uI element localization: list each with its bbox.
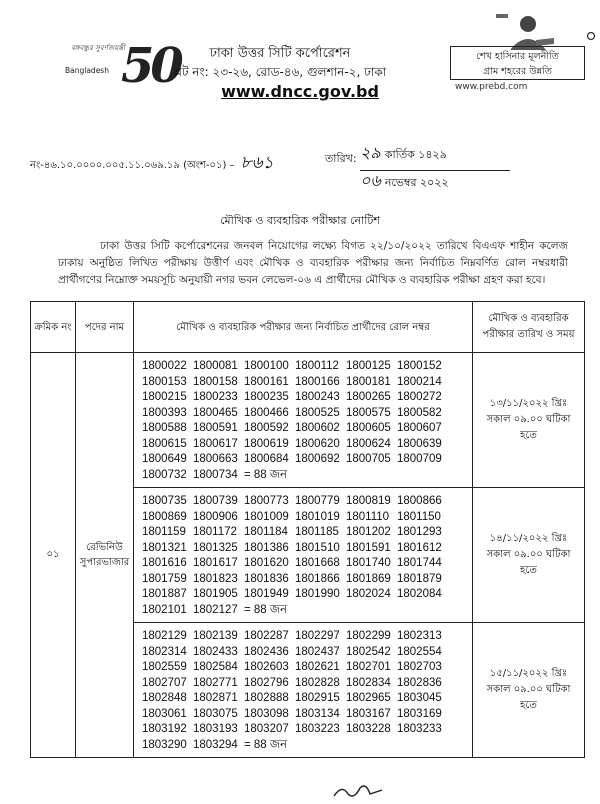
roll-number: 1801321	[142, 541, 187, 554]
roll-number: 1803098	[244, 707, 289, 720]
roll-number: 1802584	[193, 661, 238, 673]
memo-number-text: নং-৪৬.১০.০০০০.০০৫.১১.০৬৯.১৯ (অংশ-০১) –	[30, 160, 235, 171]
roll-number: 1802836	[397, 676, 442, 689]
schedule-table	[30, 301, 585, 758]
date-bangla-day: ২৯	[360, 143, 381, 162]
roll-number: 1802084	[397, 588, 442, 600]
roll-number: 1801836	[244, 572, 289, 585]
roll-list	[142, 629, 472, 753]
rolls-cell-2	[134, 488, 473, 623]
roll-number: 1801185	[295, 526, 339, 538]
roll-number: 1800592	[244, 422, 289, 434]
roll-number: 1800158	[193, 375, 238, 388]
roll-number: 1800465	[193, 406, 238, 419]
paperclip-icon	[586, 26, 596, 36]
table-header-row	[31, 302, 585, 353]
roll-number: 1800734	[193, 468, 238, 481]
roll-number: 1800639	[397, 437, 442, 450]
roll-number: 1800684	[244, 453, 289, 465]
roll-number: 1800663	[193, 453, 238, 465]
roll-number: 1802436	[244, 645, 289, 658]
roll-number: 1803061	[142, 707, 187, 720]
roll-number: 1801159	[142, 526, 186, 538]
roll-number: 1800739	[193, 495, 238, 507]
roll-number: 1801019	[295, 510, 340, 523]
header-post: পদের নাম	[76, 302, 134, 353]
roll-number: 1803134	[295, 707, 340, 720]
roll-number: 1800466	[244, 406, 289, 419]
roll-number: 1800243	[295, 391, 340, 403]
schedule-cell-3	[473, 623, 585, 758]
roll-number: 1800214	[397, 375, 442, 388]
roll-number: 1802559	[142, 661, 187, 673]
schedule-date: ১৫/১১/২০২২ খ্রিঃ	[489, 668, 568, 679]
table-row	[31, 353, 585, 488]
roll-number: 1800617	[193, 437, 238, 450]
roll-number: 1801110	[346, 510, 390, 523]
header-serial: ক্রমিক নং	[31, 302, 76, 353]
schedule-suffix: হতে	[520, 700, 537, 711]
roll-number: 1800525	[295, 406, 340, 419]
roll-number: 1800906	[193, 510, 238, 523]
schedule-date: ১৪/১১/২০২২ খ্রিঃ	[489, 533, 568, 544]
roll-number: 1802621	[295, 661, 340, 673]
roll-list	[142, 494, 472, 618]
org-name: ঢাকা উত্তর সিটি কর্পোরেশন	[209, 46, 351, 61]
schedule-time: সকাল ০৯.০০ ঘটিকা	[486, 684, 571, 695]
roll-total: = 88 জন	[244, 468, 288, 481]
roll-number: 1800181	[346, 375, 391, 388]
roll-number: 1801905	[193, 588, 238, 600]
slogan-line-2: গ্রাম শহরের উন্নতি	[483, 66, 552, 77]
roll-number: 1801879	[397, 572, 442, 585]
right-site: www.prebd.com	[455, 82, 528, 92]
roll-number: 1802707	[142, 676, 187, 689]
roll-number: 1800615	[142, 437, 187, 450]
roll-number: 1801949	[244, 588, 289, 600]
roll-number: 1803294	[193, 738, 238, 751]
roll-number: 1800819	[346, 495, 391, 507]
roll-number: 1802127	[193, 603, 238, 616]
roll-number: 1803223	[295, 723, 340, 735]
signature	[330, 782, 390, 800]
roll-number: 1800709	[397, 453, 442, 465]
golden-jubilee-logo	[63, 38, 180, 98]
roll-number: 1800869	[142, 510, 187, 523]
roll-number: 1800705	[346, 453, 391, 465]
roll-number: 1800215	[142, 391, 187, 403]
roll-number: 1801990	[295, 588, 340, 600]
roll-number: 1803228	[346, 723, 391, 735]
roll-number: 1800152	[397, 360, 442, 372]
roll-number: 1803169	[397, 707, 442, 720]
date-english-month: নভেম্বর ২০২২	[384, 176, 449, 189]
roll-number: 1803290	[142, 738, 187, 751]
header-rolls: মৌখিক ও ব্যবহারিক পরীক্ষার জন্য নির্বাচিত প্রার্থীদের রোল নম্বর	[134, 302, 473, 353]
roll-number: 1801740	[346, 557, 391, 569]
roll-number: 1801744	[397, 557, 442, 569]
roll-number: 1800735	[142, 495, 187, 507]
roll-total: = 88 জন	[244, 738, 288, 751]
roll-number: 1801150	[397, 510, 441, 523]
roll-number: 1802965	[346, 692, 391, 704]
roll-number: 1803075	[193, 707, 238, 720]
logo-tagline: বঙ্গবন্ধুর সুবর্ণজয়ন্তী	[71, 44, 126, 52]
roll-number: 1802299	[346, 630, 391, 642]
memo-number	[30, 150, 274, 178]
roll-number: 1800393	[142, 406, 187, 419]
roll-number: 1800619	[244, 437, 289, 450]
roll-number: 1801612	[397, 541, 442, 554]
roll-number: 1803045	[397, 692, 442, 704]
roll-number: 1800235	[244, 391, 289, 403]
roll-number: 1801887	[142, 588, 187, 600]
roll-number: 1802313	[397, 630, 442, 642]
roll-number: 1800100	[244, 360, 289, 372]
roll-number: 1800605	[346, 422, 391, 434]
roll-number: 1802771	[193, 676, 238, 689]
roll-number: 1800161	[244, 375, 289, 388]
roll-number: 1801325	[193, 541, 238, 554]
schedule-cell-1	[473, 353, 585, 488]
header-schedule: মৌখিক ও ব্যবহারিক পরীক্ষার তারিখ ও সময়	[473, 302, 585, 353]
roll-number: 1802433	[193, 645, 238, 658]
roll-number: 1801869	[346, 572, 391, 585]
roll-number: 1802297	[295, 630, 340, 642]
roll-number: 1800649	[142, 453, 187, 465]
memo-number-handwritten: ৮৬১	[240, 153, 274, 173]
schedule-date: ১৩/১১/২০২২ খ্রিঃ	[489, 398, 568, 409]
roll-number: 1801202	[346, 526, 391, 538]
roll-number: 1801184	[244, 526, 288, 538]
roll-number: 1800732	[142, 468, 187, 481]
roll-number: 1800166	[295, 375, 340, 388]
rolls-cell-3	[134, 623, 473, 758]
notice-paragraph	[58, 238, 568, 289]
schedule-suffix: হতে	[520, 565, 537, 576]
roll-number: 1802101	[142, 603, 187, 616]
roll-number: 1802796	[244, 676, 289, 689]
roll-number: 1803207	[244, 723, 289, 735]
roll-number: 1800607	[397, 422, 442, 434]
roll-number: 1800588	[142, 422, 187, 434]
roll-number: 1801510	[295, 541, 340, 554]
schedule-cell-2	[473, 488, 585, 623]
roll-number: 1802314	[142, 645, 187, 658]
roll-number: 1802554	[397, 645, 442, 658]
roll-number: 1803193	[193, 723, 238, 735]
roll-number: 1803233	[397, 723, 442, 735]
roll-number: 1801617	[193, 557, 238, 569]
roll-number: 1800233	[193, 391, 238, 403]
roll-number: 1803192	[142, 723, 187, 735]
roll-number: 1801386	[244, 541, 289, 554]
roll-number: 1800779	[295, 495, 340, 507]
roll-number: 1800602	[295, 422, 340, 434]
date-bangla-month: কার্তিক ১৪২৯	[384, 148, 447, 161]
roll-number: 1802542	[346, 645, 391, 658]
notice-paragraph-text: ঢাকা উত্তর সিটি কর্পোরেশনের জনবল নিয়োগের লক্ষ্যে বিগত ২২/১০/২০২২ তারিখে বিএএফ শাহীন কলেজ ঢাকায় অনুষ্ঠিত লিখিত পরীক্ষায় উত্তীর্ণ এবং মৌখিক ও ব্যবহারিক পরীক্ষার জন্য নির্বাচিত নিম্নবর্ণিত রোল নম্বরধারী প্রার্থীগণের নিম্নোক্ত সময়সূচি অনুযায়ী নগর ভবন লেভেল-০৬ এ প্রার্থীদের মৌখিক ও ব্যবহারিক পরীক্ষা গ্রহণ করা হবে।	[58, 240, 568, 286]
roll-number: 1800125	[346, 360, 391, 372]
logo-country: Bangladesh	[65, 66, 109, 75]
roll-number: 1802871	[193, 692, 238, 704]
roll-number: 1802603	[244, 661, 289, 673]
roll-number: 1800575	[346, 406, 391, 419]
roll-number: 1801009	[244, 510, 289, 523]
roll-number: 1800773	[244, 495, 289, 507]
roll-number: 1802129	[142, 630, 187, 642]
roll-number: 1802437	[295, 645, 340, 658]
schedule-time: সকাল ০৯.০০ ঘটিকা	[486, 414, 571, 425]
post-cell: রেভিনিউ সুপারভাজার	[76, 353, 134, 758]
roll-number: 1800153	[142, 375, 187, 388]
roll-number: 1801293	[397, 526, 442, 538]
roll-number: 1800022	[142, 360, 187, 372]
roll-number: 1802701	[346, 661, 391, 673]
date-english-day: ০৬	[360, 171, 381, 190]
roll-number: 1802139	[193, 630, 238, 642]
roll-number: 1801172	[193, 526, 237, 538]
roll-number: 1803167	[346, 707, 391, 720]
roll-number: 1800620	[295, 437, 340, 450]
roll-number: 1801866	[295, 572, 340, 585]
date-english	[360, 168, 510, 195]
roll-number: 1800591	[193, 422, 238, 434]
roll-number: 1801759	[142, 572, 187, 585]
roll-number: 1801616	[142, 557, 187, 569]
roll-number: 1801823	[193, 572, 238, 585]
roll-number: 1800081	[193, 360, 238, 372]
date-bangla	[360, 140, 510, 171]
notice-title: মৌখিক ও ব্যবহারিক পরীক্ষার নোটিশ	[220, 214, 380, 227]
roll-number: 1802828	[295, 676, 340, 689]
roll-number: 1801591	[346, 541, 391, 554]
roll-list	[142, 359, 472, 483]
roll-number: 1800582	[397, 406, 442, 419]
roll-number: 1801668	[295, 557, 340, 569]
roll-total: = 88 জন	[244, 603, 288, 616]
schedule-suffix: হতে	[520, 430, 537, 441]
serial-cell: ০১	[31, 353, 76, 758]
rolls-cell-1	[134, 353, 473, 488]
roll-number: 1800866	[397, 495, 442, 507]
slogan-box	[450, 46, 585, 80]
roll-number: 1800272	[397, 391, 442, 403]
roll-number: 1801620	[244, 557, 289, 569]
roll-number: 1802703	[397, 661, 442, 673]
roll-number: 1800624	[346, 437, 391, 450]
roll-number: 1802915	[295, 692, 340, 704]
roll-number: 1800112	[295, 360, 339, 372]
roll-number: 1802024	[346, 588, 391, 600]
roll-number: 1800265	[346, 391, 391, 403]
roll-number: 1800692	[295, 453, 340, 465]
roll-number: 1802287	[244, 630, 289, 642]
roll-number: 1802834	[346, 676, 391, 689]
roll-number: 1802848	[142, 692, 187, 704]
slogan-line-1: শেখ হাসিনার মূলনীতি	[476, 51, 559, 62]
portrait-icon	[488, 10, 558, 50]
date-label: তারিখ:	[325, 152, 357, 165]
schedule-time: সকাল ০৯.০০ ঘটিকা	[486, 549, 571, 560]
org-website[interactable]: www.dncc.gov.bd	[221, 82, 379, 101]
roll-number: 1802888	[244, 692, 289, 704]
org-address: প্লট নং: ২৩-২৬, রোড-৪৬, গুলশান-২, ঢাকা	[173, 65, 387, 79]
logo-number: 50	[121, 38, 180, 94]
